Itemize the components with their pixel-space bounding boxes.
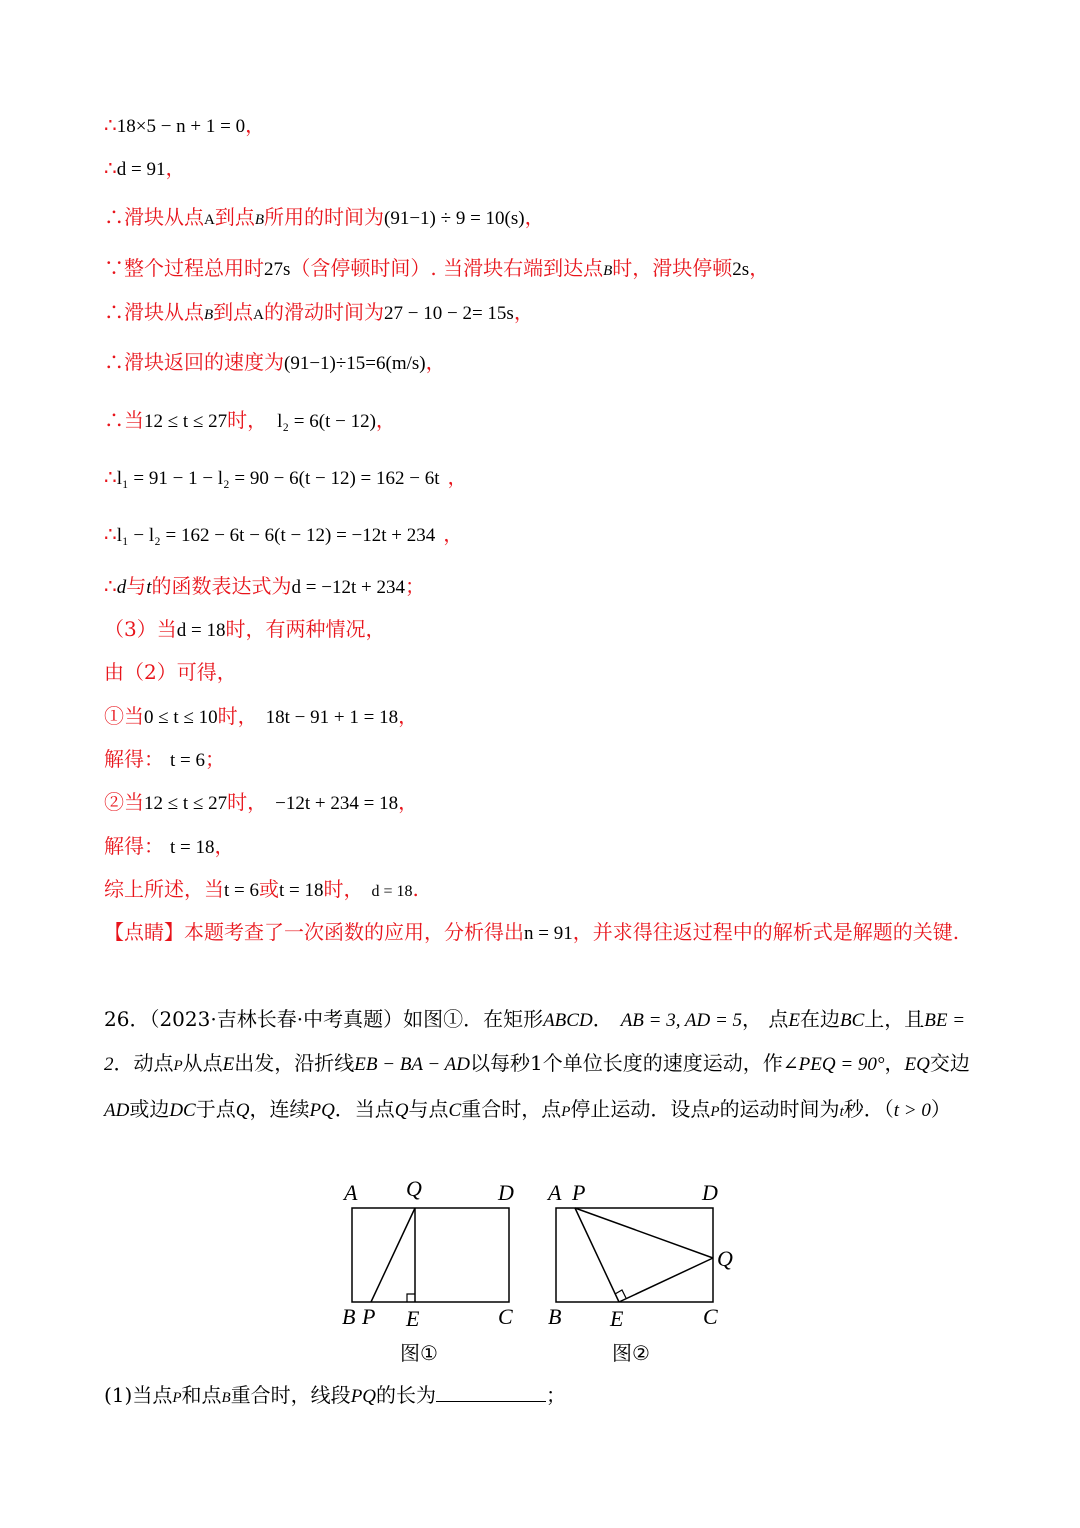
comment-paragraph — [104, 911, 976, 955]
math: t — [839, 1104, 844, 1120]
math: BE = 2 — [104, 1010, 966, 1075]
fig2-label-Q: Q — [717, 1246, 733, 1271]
text: 和点 — [181, 1383, 222, 1407]
text: ．当点 — [334, 1097, 395, 1121]
fig1-caption: 图① — [400, 1341, 438, 1365]
text: ） — [930, 1097, 951, 1121]
punct: ， — [524, 205, 545, 229]
equation: d = 18 — [371, 883, 413, 900]
math: P — [172, 1390, 182, 1406]
value: 2s — [732, 259, 750, 280]
math: Q — [394, 1100, 409, 1121]
fig2-label-A: A — [548, 1180, 562, 1205]
therefore-symbol: ∴ — [104, 574, 117, 598]
comment-text: 【点睛】本题考查了一次函数的应用，分析得出 — [104, 920, 524, 944]
solution-line-5 — [104, 300, 534, 326]
text: ．动点 — [113, 1051, 174, 1075]
equation: n = 91 — [524, 923, 573, 944]
point-label: A — [204, 212, 215, 228]
fig2-segment-EQ — [619, 1258, 713, 1302]
equation: t = 18 — [170, 837, 215, 858]
equation: t = 6 — [224, 880, 259, 901]
text: 从点 — [182, 1051, 223, 1075]
math: AD — [104, 1100, 130, 1121]
math: ∠PEQ = 90° — [782, 1054, 885, 1075]
equation: (91−1) ÷ 9 = 10(s) — [384, 208, 525, 229]
comment-text: ，并求得往返过程中的解析式是解题的关键. — [572, 920, 960, 944]
punct: ， — [425, 350, 446, 374]
variable: t — [146, 577, 152, 598]
text: 所用的时间为 — [264, 205, 385, 229]
text: 的滑动时间为 — [264, 300, 385, 324]
text: 与 — [126, 574, 147, 598]
text: ． — [592, 1007, 613, 1031]
answer-blank[interactable] — [436, 1383, 546, 1402]
question-1 — [104, 1383, 566, 1409]
text: 出发，沿折线 — [234, 1051, 355, 1075]
fig2-rectangle — [556, 1208, 713, 1302]
text: (1)当点 — [104, 1383, 173, 1407]
text: 解得： — [104, 834, 164, 858]
equation: −12t + 234 = 18 — [275, 793, 399, 814]
text: 到点 — [213, 300, 254, 324]
point-label: B — [603, 263, 613, 279]
fig2-label-B: B — [548, 1304, 562, 1329]
text: ∴当 — [104, 408, 144, 432]
fig1-label-P: P — [362, 1304, 376, 1329]
solution-line-12 — [104, 660, 237, 684]
value: 27s — [264, 259, 291, 280]
equation: d = 91 — [116, 159, 166, 180]
solution-line-2 — [104, 156, 185, 182]
fig2-label-E: E — [610, 1306, 624, 1331]
solution-line-9 — [104, 522, 463, 548]
text: 与点 — [408, 1097, 449, 1121]
math: B — [221, 1390, 231, 1406]
inequality: 0 ≤ t ≤ 10 — [144, 707, 218, 728]
math: P — [710, 1104, 720, 1120]
text: 到点 — [214, 205, 255, 229]
solution-line-15 — [104, 790, 418, 816]
math: DC — [169, 1100, 196, 1121]
text: ①当 — [104, 704, 144, 728]
math: t > 0 — [893, 1100, 931, 1121]
solution-line-6 — [104, 350, 446, 376]
figure-svg — [330, 1170, 750, 1380]
math: PQ — [309, 1100, 335, 1121]
equation: l₁ = 91 − 1 − l₂ = 90 − 6(t − 12) = 162 − 6t — [116, 468, 440, 489]
therefore-symbol: ∴ — [104, 465, 117, 489]
problem-26 — [104, 998, 976, 1134]
text: 时，有两种情况， — [225, 617, 386, 641]
text: 重合时，点 — [461, 1097, 562, 1121]
text: 由（2）可得， — [104, 660, 237, 684]
equation: d = 18 — [176, 620, 226, 641]
text: 时， — [227, 790, 268, 814]
punct: ， — [398, 704, 419, 728]
figure-1 — [342, 1176, 514, 1365]
text: 时， — [323, 877, 364, 901]
text: ②当 — [104, 790, 144, 814]
text: 于点 — [195, 1097, 236, 1121]
text: 的长为 — [376, 1383, 437, 1407]
fig1-label-B: B — [342, 1304, 356, 1329]
text: ， 点 — [742, 1007, 789, 1031]
solution-line-10 — [104, 574, 425, 600]
punct: ， — [245, 113, 266, 137]
punct: ； — [205, 747, 225, 771]
text: ∴滑块从点 — [104, 205, 204, 229]
text: 时， — [227, 408, 268, 432]
text: 综上所述，当 — [104, 877, 224, 901]
fig2-label-P: P — [572, 1180, 586, 1205]
inequality: 12 ≤ t ≤ 27 — [144, 411, 228, 432]
fig2-caption: 图② — [612, 1341, 650, 1365]
solution-line-17 — [104, 877, 419, 903]
punct: ； — [404, 574, 425, 598]
solution-line-8 — [104, 465, 467, 491]
text: 上，且 — [864, 1007, 925, 1031]
figure-2 — [546, 1180, 733, 1365]
point-label: B — [204, 307, 214, 323]
inequality: 12 ≤ t ≤ 27 — [144, 793, 228, 814]
text: 解得： — [104, 747, 164, 771]
text: 的运动时间为 — [719, 1097, 840, 1121]
text: ∴滑块返回的速度为 — [104, 350, 284, 374]
text: 或 — [259, 877, 279, 901]
math: E — [222, 1054, 235, 1075]
punct: ， — [375, 408, 396, 432]
punct: ； — [546, 1383, 567, 1407]
text: （含停顿时间）. 当滑块右端到达点 — [290, 256, 604, 280]
fig1-label-D: D — [498, 1180, 514, 1205]
solution-line-13 — [104, 704, 418, 730]
math: AB = 3, AD = 5 — [620, 1010, 743, 1031]
text: 重合时，线段 — [230, 1383, 351, 1407]
math: C — [448, 1100, 462, 1121]
solution-line-4 — [104, 256, 769, 282]
text: 交边 — [929, 1051, 970, 1075]
solution-line-3 — [104, 205, 545, 231]
fig1-label-C: C — [498, 1304, 513, 1329]
math: PQ — [350, 1386, 377, 1407]
figures — [330, 1170, 750, 1384]
text: 时，滑块停顿 — [612, 256, 733, 280]
punct: ， — [447, 465, 468, 489]
text: 在边 — [800, 1007, 840, 1031]
text: ， — [884, 1051, 905, 1075]
point-label: B — [254, 212, 265, 228]
equation: l₂ = 6(t − 12) — [277, 411, 376, 432]
math: ABCD — [543, 1010, 593, 1031]
text: （3）当 — [104, 617, 177, 641]
math: BC — [840, 1010, 865, 1031]
variable: d — [116, 577, 127, 598]
text: ∵整个过程总用时 — [104, 256, 264, 280]
solution-line-11 — [104, 617, 385, 643]
fig1-right-angle-mark — [407, 1294, 415, 1302]
text: ∴滑块从点 — [104, 300, 204, 324]
math: P — [173, 1058, 183, 1074]
punct: ， — [214, 834, 235, 858]
problem-number: 26． — [104, 1007, 150, 1031]
point-label: A — [253, 307, 265, 323]
punct: ， — [398, 790, 419, 814]
text: ，连续 — [249, 1097, 310, 1121]
equation: l₁ − l₂ = 162 − 6t − 6(t − 12) = −12t + 234 — [116, 525, 436, 546]
math: EB − BA − AD — [354, 1054, 470, 1075]
text: 停止运动．设点 — [570, 1097, 711, 1121]
math: P — [561, 1104, 571, 1120]
text: 如图①．在矩形 — [403, 1007, 544, 1031]
therefore-symbol: ∴ — [104, 156, 117, 180]
math: EQ — [904, 1054, 930, 1075]
fig2-label-C: C — [703, 1304, 718, 1329]
solution-line-7 — [104, 408, 396, 434]
text: 的函数表达式为 — [151, 574, 292, 598]
fig1-segment-QP — [371, 1208, 415, 1302]
fig1-label-A: A — [344, 1180, 358, 1205]
equation: t = 6 — [170, 750, 205, 771]
text: 时， — [217, 704, 258, 728]
math: E — [788, 1010, 800, 1031]
punct: ， — [165, 156, 186, 180]
fig1-label-Q: Q — [406, 1176, 422, 1201]
therefore-symbol: ∴ — [104, 113, 117, 137]
text: 秒．（ — [843, 1097, 894, 1121]
text: 以每秒1个单位长度的速度运动，作 — [470, 1051, 783, 1075]
solution-line-14 — [104, 747, 225, 773]
fig2-label-D: D — [702, 1180, 718, 1205]
therefore-symbol: ∴ — [104, 522, 117, 546]
punct: . — [412, 877, 419, 901]
punct: ， — [513, 300, 534, 324]
equation: d = −12t + 234 — [291, 577, 405, 598]
fig1-label-E: E — [406, 1306, 420, 1331]
fig1-rectangle — [352, 1208, 509, 1302]
math: Q — [235, 1100, 250, 1121]
solution-line-1 — [104, 113, 265, 139]
equation: 18×5 − n + 1 = 0 — [116, 116, 246, 137]
problem-source: （2023·吉林长春·中考真题） — [149, 1007, 404, 1031]
equation: 27 − 10 − 2= 15s — [384, 303, 514, 324]
solution-line-16 — [104, 834, 235, 860]
equation: t = 18 — [279, 880, 324, 901]
text: 或边 — [129, 1097, 170, 1121]
equation: 18t − 91 + 1 = 18 — [265, 707, 399, 728]
punct: ， — [749, 256, 770, 280]
punct: ， — [443, 522, 464, 546]
equation: (91−1)÷15=6(m/s) — [284, 353, 426, 374]
